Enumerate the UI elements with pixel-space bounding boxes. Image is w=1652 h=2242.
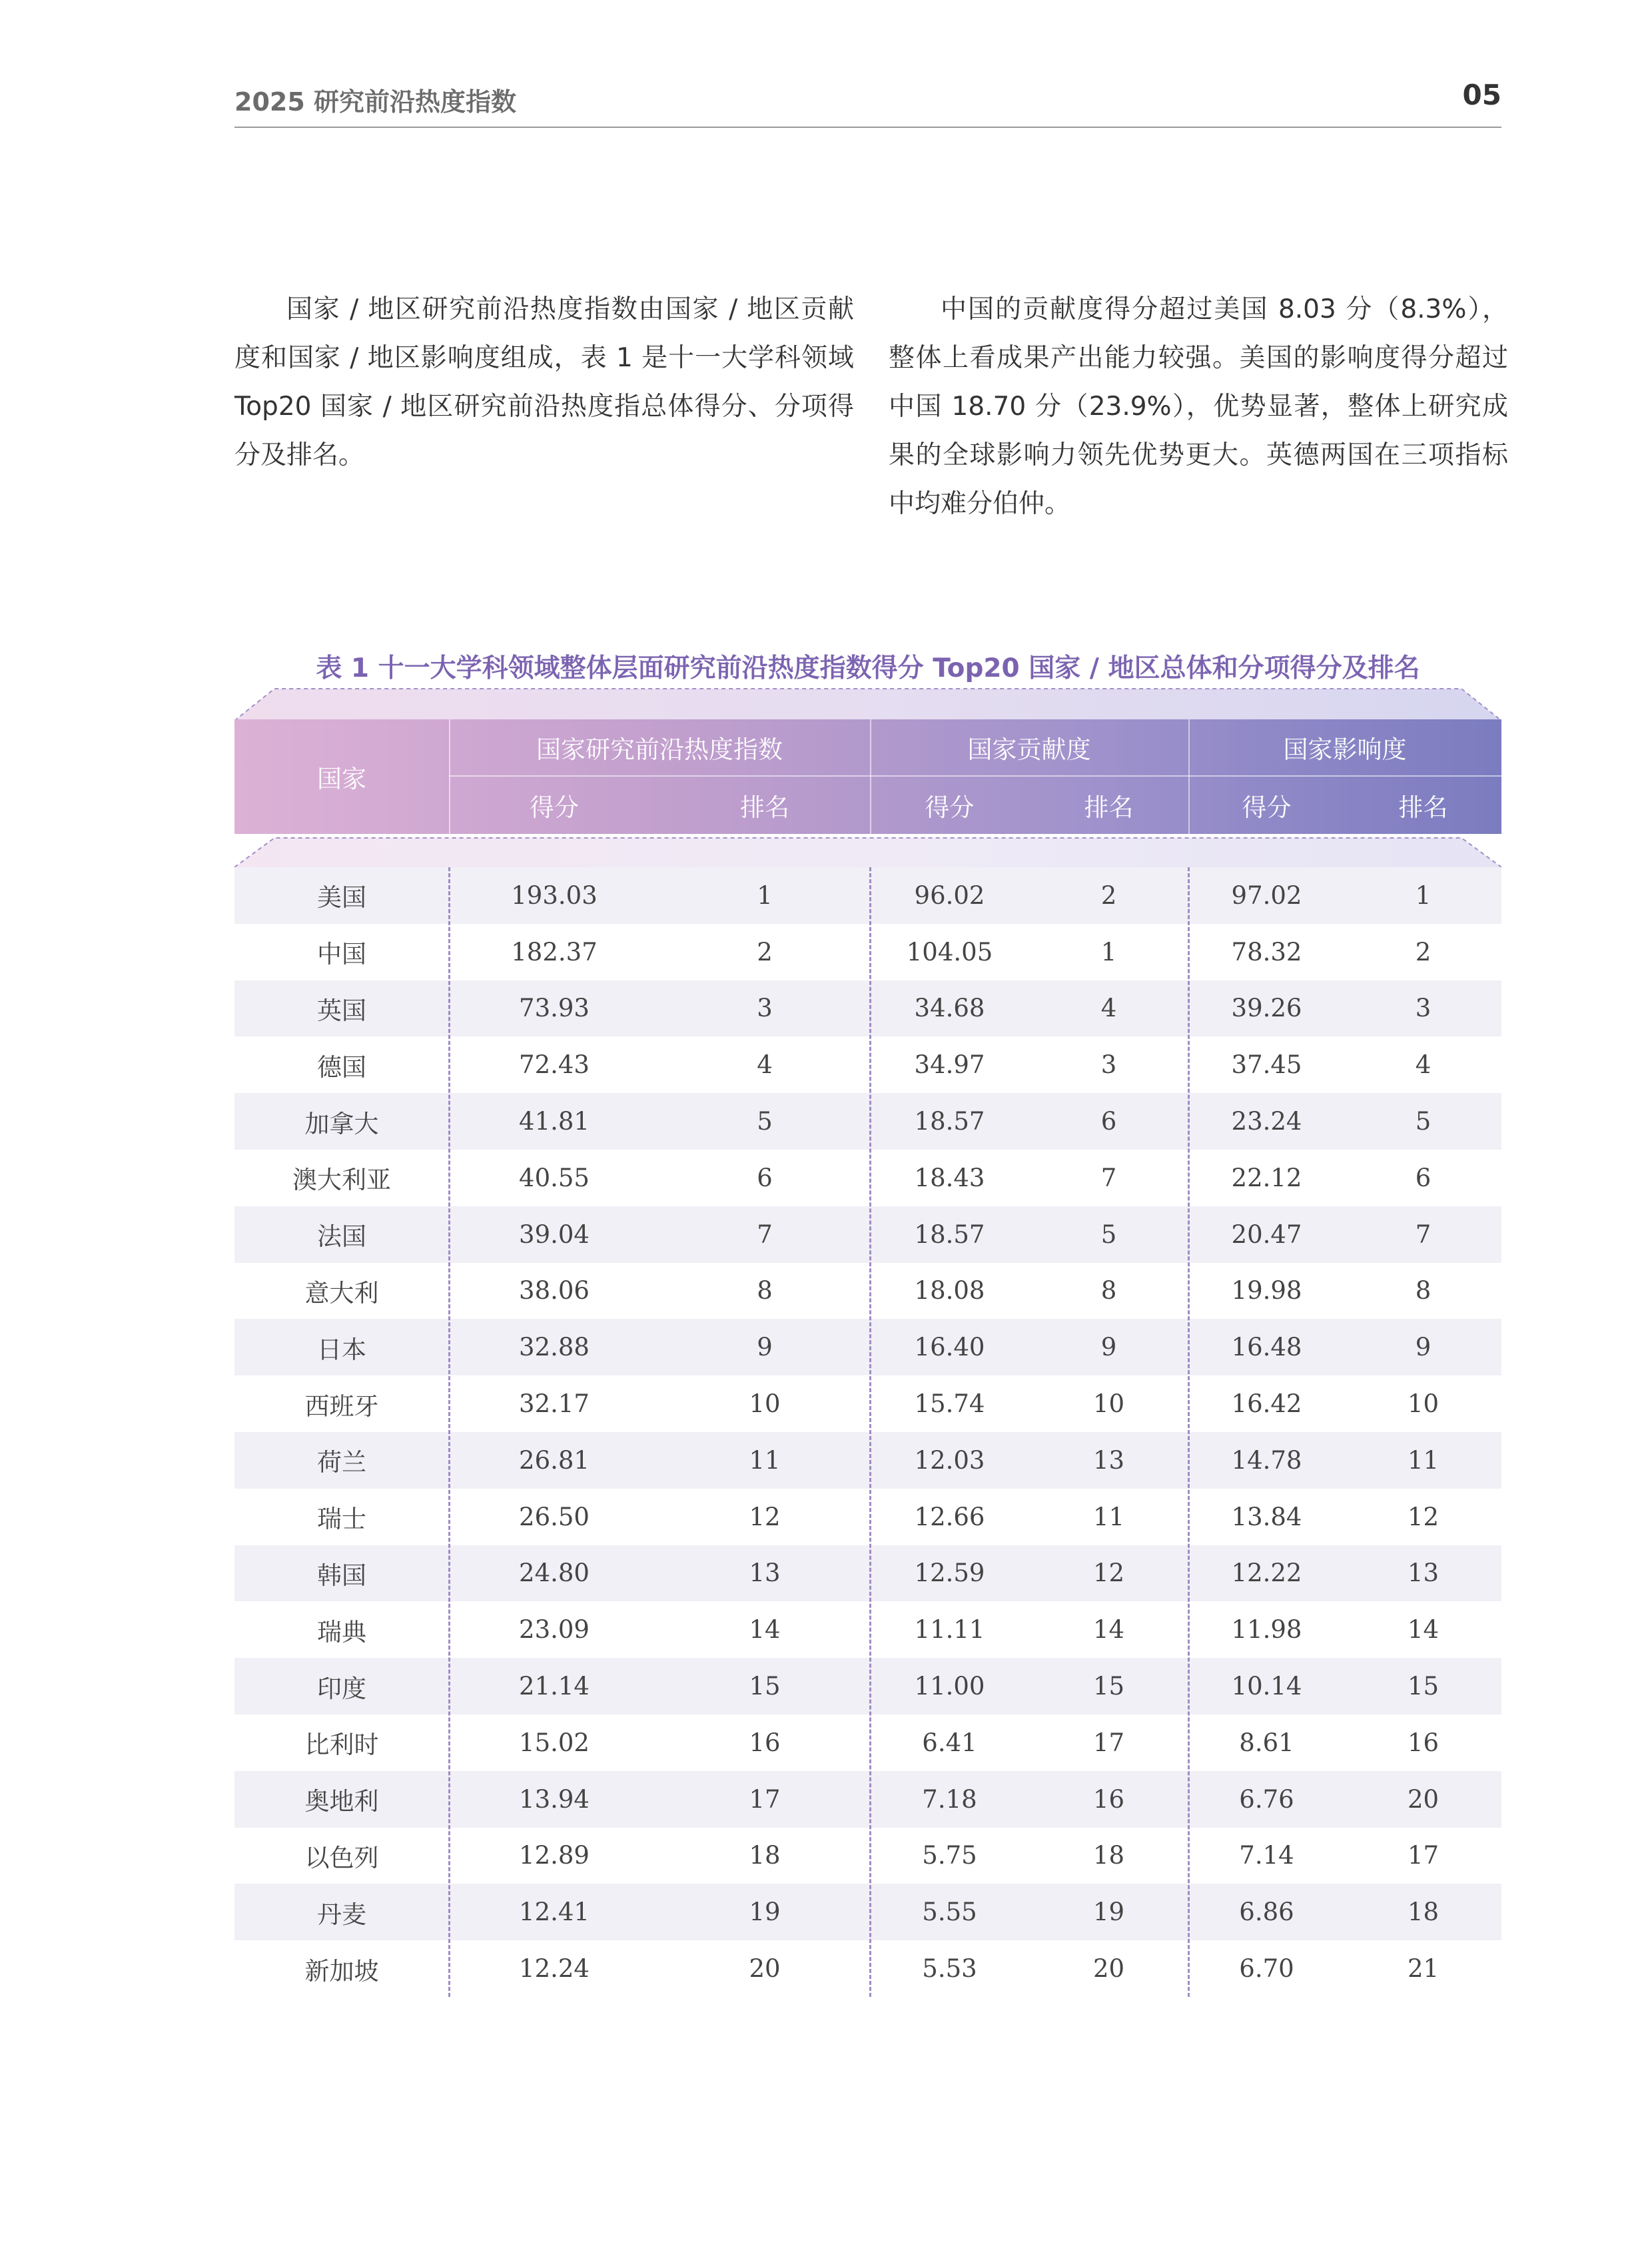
- heat-score-cell: 32.17: [519, 1389, 590, 1419]
- influence-score-cell: 6.70: [1239, 1954, 1294, 1984]
- contribution-rank-cell: 15: [1092, 1672, 1125, 1701]
- contribution-rank-cell: 11: [1092, 1502, 1125, 1531]
- heat-score-cell: 26.81: [519, 1445, 590, 1475]
- contribution-rank-cell: 14: [1092, 1615, 1125, 1645]
- contribution-score-cell: 7.18: [922, 1784, 977, 1814]
- influence-rank-cell: 13: [1407, 1559, 1440, 1588]
- country-cell: 法国: [317, 1222, 366, 1252]
- table-body: [234, 867, 1501, 1997]
- influence-rank-cell: 3: [1415, 994, 1432, 1023]
- table-title: 表 1 十一大学科领域整体层面研究前沿热度指数得分 Top20 国家 / 地区总体和分项得分及排名: [316, 653, 1420, 683]
- influence-score-cell: 6.76: [1239, 1784, 1294, 1814]
- table-row: [234, 1375, 1501, 1432]
- contribution-rank-cell: 6: [1100, 1107, 1117, 1136]
- influence-score-cell: 37.45: [1231, 1050, 1302, 1080]
- header-divider: [870, 719, 871, 834]
- heat-score-cell: 38.06: [519, 1276, 590, 1306]
- contribution-score-cell: 5.75: [922, 1841, 977, 1870]
- heat-rank-cell: 12: [749, 1502, 781, 1531]
- contribution-rank-cell: 17: [1092, 1728, 1125, 1757]
- influence-rank-cell: 7: [1415, 1220, 1432, 1249]
- influence-score-cell: 14.78: [1231, 1445, 1302, 1475]
- contribution-rank-cell: 10: [1092, 1389, 1125, 1419]
- influence-rank-cell: 8: [1415, 1276, 1432, 1306]
- heat-rank-cell: 13: [749, 1559, 781, 1588]
- heat-rank-cell: 11: [749, 1445, 781, 1475]
- contribution-score-cell: 12.66: [914, 1502, 985, 1531]
- influence-score-cell: 23.24: [1231, 1107, 1302, 1136]
- heat-rank-cell: 15: [749, 1672, 781, 1701]
- contribution-score-cell: 16.40: [914, 1333, 985, 1362]
- country-cell: 德国: [317, 1052, 366, 1082]
- influence-rank-cell: 20: [1407, 1784, 1440, 1814]
- heat-rank-cell: 10: [749, 1389, 781, 1419]
- country-cell: 中国: [317, 940, 366, 969]
- table-row: [234, 1771, 1501, 1828]
- country-cell: 瑞典: [317, 1617, 366, 1647]
- table-row: [234, 1489, 1501, 1545]
- influence-score-cell: 12.22: [1231, 1559, 1302, 1588]
- table-row: [234, 1206, 1501, 1263]
- heat-rank-cell: 3: [757, 994, 773, 1023]
- contribution-rank-cell: 18: [1092, 1841, 1125, 1870]
- table-row: [234, 1150, 1501, 1206]
- heat-score-cell: 41.81: [519, 1107, 590, 1136]
- influence-rank-cell: 2: [1415, 937, 1432, 966]
- heat-rank-cell: 2: [757, 937, 773, 966]
- contribution-score-cell: 18.08: [914, 1276, 985, 1306]
- subheader-score: 得分: [925, 793, 975, 822]
- heat-rank-cell: 1: [757, 881, 773, 910]
- heat-rank-cell: 7: [757, 1220, 773, 1249]
- heat-rank-cell: 19: [749, 1898, 781, 1927]
- country-cell: 荷兰: [317, 1448, 366, 1477]
- country-cell: 丹麦: [317, 1900, 366, 1929]
- influence-score-cell: 7.14: [1239, 1841, 1294, 1870]
- country-cell: 西班牙: [304, 1391, 379, 1421]
- table-header: [234, 719, 1501, 834]
- influence-rank-cell: 21: [1407, 1954, 1440, 1984]
- country-cell: 奥地利: [304, 1787, 379, 1816]
- heat-score-cell: 12.41: [519, 1898, 590, 1927]
- contribution-score-cell: 104.05: [906, 937, 993, 966]
- heat-score-cell: 32.88: [519, 1333, 590, 1362]
- subheader-rank: 排名: [740, 793, 789, 822]
- influence-score-cell: 22.12: [1231, 1163, 1302, 1192]
- subheader-rank: 排名: [1398, 793, 1448, 822]
- contribution-rank-cell: 12: [1092, 1559, 1125, 1588]
- column-divider: [1188, 867, 1190, 1997]
- heat-rank-cell: 17: [749, 1784, 781, 1814]
- country-cell: 英国: [317, 996, 366, 1025]
- contribution-score-cell: 5.55: [922, 1898, 977, 1927]
- contribution-rank-cell: 2: [1100, 881, 1117, 910]
- country-cell: 新加坡: [304, 1956, 379, 1986]
- heat-score-cell: 15.02: [519, 1728, 590, 1757]
- country-cell: 韩国: [317, 1561, 366, 1590]
- contribution-rank-cell: 16: [1092, 1784, 1125, 1814]
- table-row: [234, 1093, 1501, 1150]
- table-row: [234, 1601, 1501, 1658]
- contribution-rank-cell: 8: [1100, 1276, 1117, 1306]
- influence-score-cell: 6.86: [1239, 1898, 1294, 1927]
- table-row: [234, 1263, 1501, 1319]
- table-row: [234, 1714, 1501, 1771]
- table-row: [234, 1828, 1501, 1884]
- influence-score-cell: 16.48: [1231, 1333, 1302, 1362]
- subheader-rank: 排名: [1084, 793, 1134, 822]
- heat-score-cell: 40.55: [519, 1163, 590, 1192]
- contribution-score-cell: 18.43: [914, 1163, 985, 1192]
- table-row: [234, 1319, 1501, 1375]
- table-row: [234, 867, 1501, 924]
- influence-score-cell: 8.61: [1239, 1728, 1294, 1757]
- table-row: [234, 1432, 1501, 1489]
- heat-score-cell: 26.50: [519, 1502, 590, 1531]
- country-cell: 美国: [317, 883, 366, 913]
- table-row: [234, 924, 1501, 980]
- header-influence: 国家影响度: [1283, 735, 1407, 764]
- country-cell: 加拿大: [304, 1109, 379, 1138]
- country-cell: 日本: [317, 1335, 366, 1364]
- influence-rank-cell: 1: [1415, 881, 1432, 910]
- contribution-rank-cell: 1: [1100, 937, 1117, 966]
- contribution-rank-cell: 7: [1100, 1163, 1117, 1192]
- contribution-score-cell: 96.02: [914, 881, 985, 910]
- running-title: 2025 研究前沿热度指数: [234, 87, 516, 117]
- heat-rank-cell: 20: [749, 1954, 781, 1984]
- country-cell: 比利时: [304, 1730, 379, 1760]
- influence-rank-cell: 4: [1415, 1050, 1432, 1080]
- influence-rank-cell: 6: [1415, 1163, 1432, 1192]
- intro-paragraph-right: 中国的贡献度得分超过美国 8.03 分（8.3%），整体上看成果产出能力较强。美国的影响度得分超过中国 18.70 分（23.9%），优势显著，整体上研究成果的全球影响力领先优势更大。英德两国在三项指标中均难分伯仲。: [889, 294, 1508, 519]
- heat-score-cell: 12.24: [519, 1954, 590, 1984]
- header-divider: [449, 775, 1501, 777]
- influence-rank-cell: 18: [1407, 1898, 1440, 1927]
- page-number: 05: [1462, 79, 1501, 111]
- heat-rank-cell: 18: [749, 1841, 781, 1870]
- influence-rank-cell: 9: [1415, 1333, 1432, 1362]
- contribution-rank-cell: 13: [1092, 1445, 1125, 1475]
- contribution-rank-cell: 9: [1100, 1333, 1117, 1362]
- heat-score-cell: 24.80: [519, 1559, 590, 1588]
- influence-rank-cell: 12: [1407, 1502, 1440, 1531]
- header-contribution: 国家贡献度: [967, 735, 1091, 764]
- heat-score-cell: 23.09: [519, 1615, 590, 1645]
- influence-rank-cell: 14: [1407, 1615, 1440, 1645]
- contribution-score-cell: 11.11: [914, 1615, 985, 1645]
- header-divider: [1188, 719, 1190, 834]
- table-row: [234, 1036, 1501, 1093]
- table-bottom-bevel: [234, 833, 1501, 867]
- contribution-score-cell: 12.59: [914, 1559, 985, 1588]
- contribution-score-cell: 6.41: [922, 1728, 977, 1757]
- influence-score-cell: 11.98: [1231, 1615, 1302, 1645]
- contribution-rank-cell: 20: [1092, 1954, 1125, 1984]
- contribution-score-cell: 12.03: [914, 1445, 985, 1475]
- heat-rank-cell: 6: [757, 1163, 773, 1192]
- influence-rank-cell: 10: [1407, 1389, 1440, 1419]
- table-row: [234, 1658, 1501, 1714]
- contribution-rank-cell: 19: [1092, 1898, 1125, 1927]
- column-divider: [448, 867, 450, 1997]
- running-header: [234, 75, 1501, 128]
- header-heat-index: 国家研究前沿热度指数: [536, 735, 783, 764]
- heat-score-cell: 182.37: [511, 937, 598, 966]
- influence-rank-cell: 11: [1407, 1445, 1440, 1475]
- intro-paragraph-left: 国家 / 地区研究前沿热度指数由国家 / 地区贡献度和国家 / 地区影响度组成，表 1 是十一大学科领域 Top20 国家 / 地区研究前沿热度指总体得分、分项得分及排名。: [234, 294, 854, 470]
- contribution-score-cell: 15.74: [914, 1389, 985, 1419]
- heat-score-cell: 193.03: [511, 881, 598, 910]
- table-row: [234, 1545, 1501, 1602]
- contribution-score-cell: 5.53: [922, 1954, 977, 1984]
- heat-rank-cell: 14: [749, 1615, 781, 1645]
- country-cell: 以色列: [304, 1843, 379, 1872]
- heat-score-cell: 12.89: [519, 1841, 590, 1870]
- influence-rank-cell: 16: [1407, 1728, 1440, 1757]
- column-divider: [869, 867, 871, 1997]
- country-cell: 澳大利亚: [292, 1166, 391, 1195]
- influence-score-cell: 39.26: [1231, 994, 1302, 1023]
- country-cell: 瑞士: [317, 1505, 366, 1534]
- table-row: [234, 980, 1501, 1037]
- contribution-rank-cell: 5: [1100, 1220, 1117, 1249]
- heat-rank-cell: 16: [749, 1728, 781, 1757]
- influence-rank-cell: 5: [1415, 1107, 1432, 1136]
- subheader-score: 得分: [1242, 793, 1292, 822]
- influence-score-cell: 20.47: [1231, 1220, 1302, 1249]
- table-row: [234, 1940, 1501, 1997]
- influence-score-cell: 16.42: [1231, 1389, 1302, 1419]
- subheader-score: 得分: [530, 793, 579, 822]
- heat-score-cell: 21.14: [519, 1672, 590, 1701]
- contribution-score-cell: 34.68: [914, 994, 985, 1023]
- header-country: 国家: [317, 765, 366, 793]
- contribution-rank-cell: 3: [1100, 1050, 1117, 1080]
- influence-rank-cell: 17: [1407, 1841, 1440, 1870]
- heat-score-cell: 39.04: [519, 1220, 590, 1249]
- heat-score-cell: 13.94: [519, 1784, 590, 1814]
- table-row: [234, 1884, 1501, 1940]
- header-divider: [449, 719, 450, 834]
- influence-score-cell: 97.02: [1231, 881, 1302, 910]
- heat-score-cell: 72.43: [519, 1050, 590, 1080]
- influence-score-cell: 19.98: [1231, 1276, 1302, 1306]
- contribution-score-cell: 11.00: [914, 1672, 985, 1701]
- contribution-score-cell: 34.97: [914, 1050, 985, 1080]
- contribution-score-cell: 18.57: [914, 1107, 985, 1136]
- heat-score-cell: 73.93: [519, 994, 590, 1023]
- table-top-bevel: [234, 687, 1501, 721]
- influence-rank-cell: 15: [1407, 1672, 1440, 1701]
- heat-rank-cell: 5: [757, 1107, 773, 1136]
- heat-rank-cell: 8: [757, 1276, 773, 1306]
- country-cell: 意大利: [304, 1278, 379, 1308]
- country-cell: 印度: [317, 1674, 366, 1703]
- influence-score-cell: 13.84: [1231, 1502, 1302, 1531]
- contribution-rank-cell: 4: [1100, 994, 1117, 1023]
- contribution-score-cell: 18.57: [914, 1220, 985, 1249]
- heat-rank-cell: 4: [757, 1050, 773, 1080]
- influence-score-cell: 78.32: [1231, 937, 1302, 966]
- influence-score-cell: 10.14: [1231, 1672, 1302, 1701]
- heat-rank-cell: 9: [757, 1333, 773, 1362]
